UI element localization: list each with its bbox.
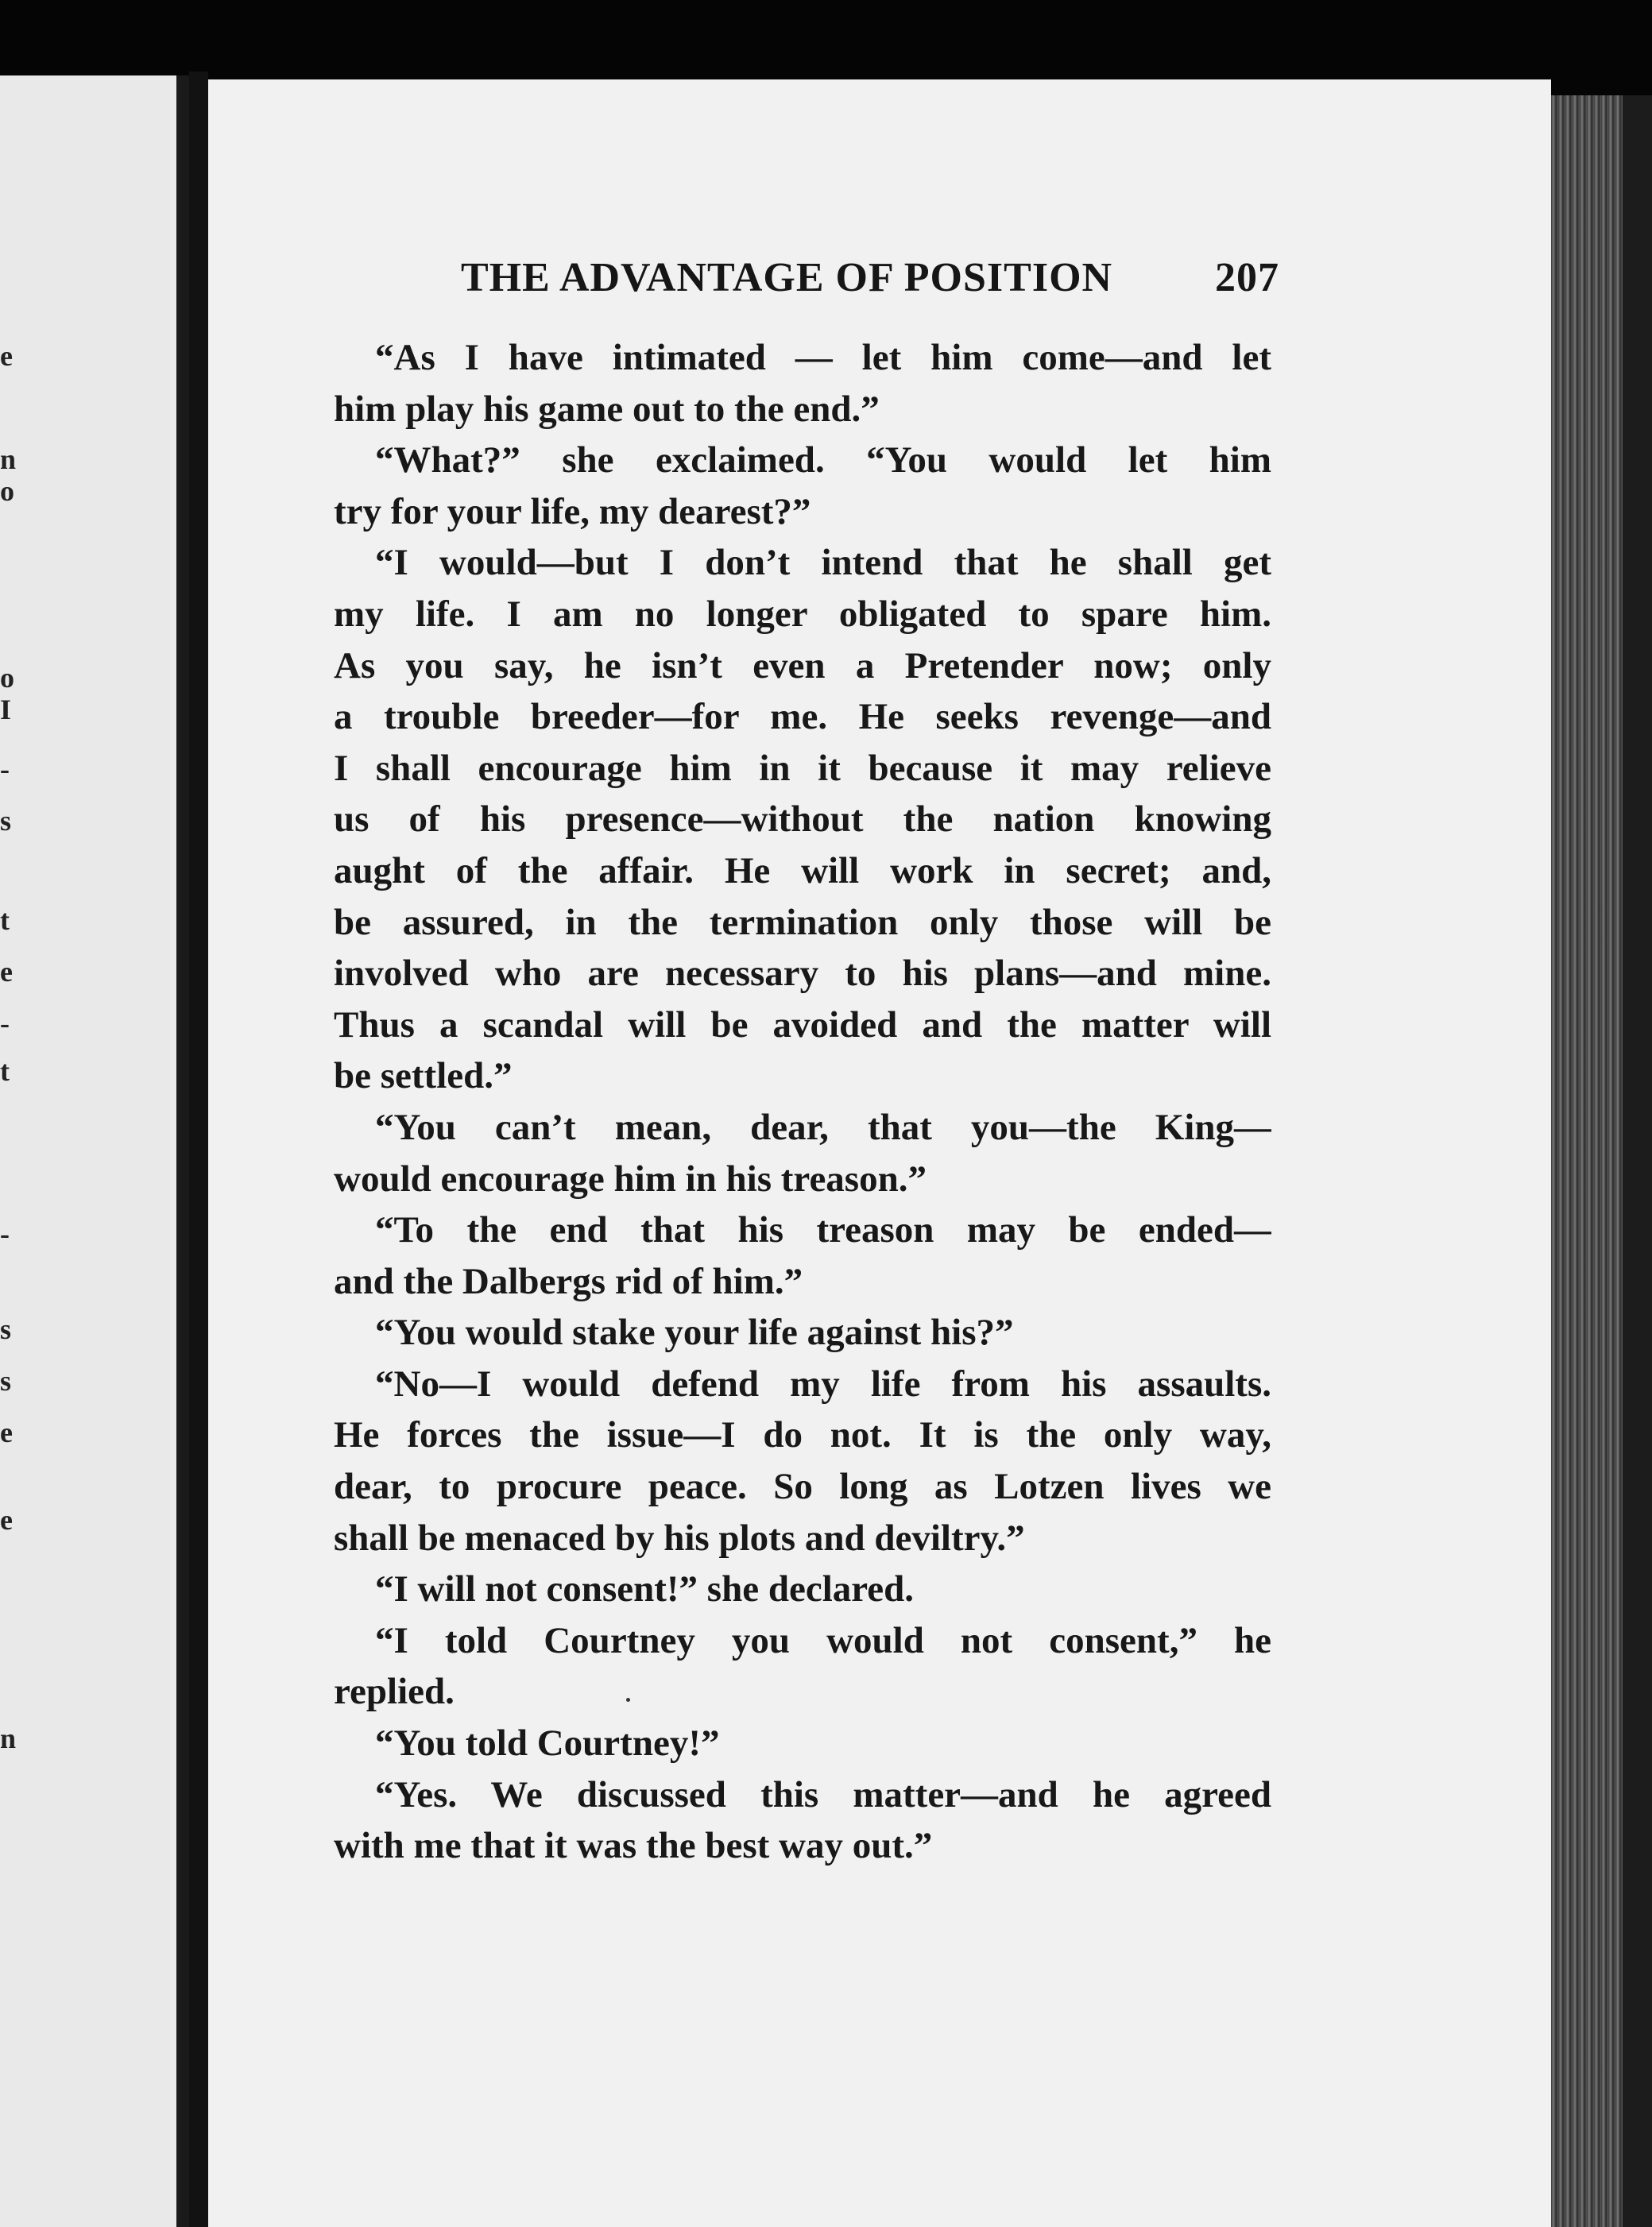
text-line: He forces the issue—I do not. It is the only way, bbox=[334, 1414, 1271, 1456]
text-line: As you say, he isn’t even a Pretender now; only bbox=[334, 644, 1271, 686]
text-line: “What?” she exclaimed. “You would let him bbox=[375, 439, 1271, 481]
text-line: with me that it was the best way out.” bbox=[334, 1825, 933, 1867]
text-line: “As I have intimated — let him come—and let bbox=[375, 337, 1271, 378]
text-line: “To the end that his treason may be ended— bbox=[375, 1209, 1271, 1251]
text-line: and the Dalbergs rid of him.” bbox=[334, 1260, 803, 1302]
facing-page-fragment: s bbox=[0, 1365, 12, 1397]
page-edges bbox=[1551, 95, 1623, 2227]
facing-page-fragment: - bbox=[0, 1218, 10, 1250]
running-head-title: THE ADVANTAGE OF POSITION bbox=[461, 255, 1113, 300]
text-line: Thus a scandal will be avoided and the matter will bbox=[334, 1003, 1271, 1046]
text-line: “You would stake your life against his?” bbox=[375, 1312, 1014, 1354]
facing-page-fragment: s bbox=[0, 1313, 12, 1345]
text-line: “I would—but I don’t intend that he shall get bbox=[375, 542, 1271, 584]
facing-page-fragment: t bbox=[0, 904, 10, 936]
text-line: us of his presence—without the nation knowing bbox=[334, 798, 1271, 841]
text-line: “Yes. We discussed this matter—and he agreed bbox=[375, 1773, 1271, 1815]
text-line: “You told Courtney!” bbox=[375, 1722, 720, 1765]
text-line: be settled.” bbox=[334, 1055, 513, 1097]
text-line: “No—I would defend my life from his assaults. bbox=[375, 1363, 1271, 1405]
text-line: involved who are necessary to his plans—and mine. bbox=[334, 953, 1271, 995]
facing-page bbox=[0, 75, 189, 2227]
facing-page-fragment: e bbox=[0, 1504, 13, 1536]
text-line: I shall encourage him in it because it may relieve bbox=[334, 747, 1271, 789]
book-gutter bbox=[189, 72, 208, 2227]
facing-page-fragment: n bbox=[0, 1722, 17, 1754]
facing-page-fragment: e bbox=[0, 1417, 13, 1448]
text-line: a trouble breeder—for me. He seeks revenge—and bbox=[334, 696, 1271, 738]
facing-page-fragment: t bbox=[0, 1055, 10, 1087]
print-speck bbox=[626, 1698, 630, 1702]
facing-page-fragment: - bbox=[0, 1007, 10, 1039]
facing-page-fragment: I bbox=[0, 694, 12, 725]
facing-page-fragment: n bbox=[0, 443, 17, 475]
facing-page-fragment: o bbox=[0, 662, 14, 694]
facing-page-fragment: o bbox=[0, 475, 14, 507]
facing-page-fragment: - bbox=[0, 753, 10, 785]
text-line: be assured, in the termination only those will be bbox=[334, 901, 1271, 943]
text-line: dear, to procure peace. So long as Lotzen lives we bbox=[334, 1466, 1271, 1508]
facing-page-fragment: e bbox=[0, 956, 13, 988]
text-line: try for your life, my dearest?” bbox=[334, 490, 811, 532]
book-cover-edge bbox=[1623, 95, 1652, 2227]
text-line: “I will not consent!” she declared. bbox=[375, 1568, 915, 1610]
text-line: would encourage him in his treason.” bbox=[334, 1158, 927, 1200]
text-line: “I told Courtney you would not consent,” he bbox=[375, 1619, 1271, 1661]
facing-page-fragment: s bbox=[0, 805, 12, 837]
text-line: shall be menaced by his plots and deviltry.” bbox=[334, 1517, 1025, 1559]
text-line: him play his game out to the end.” bbox=[334, 388, 880, 430]
text-line: my life. I am no longer obligated to spare him. bbox=[334, 593, 1271, 635]
text-line: aught of the affair. He will work in secret; and, bbox=[334, 849, 1271, 891]
facing-page-fragment: e bbox=[0, 340, 13, 372]
page-number: 207 bbox=[1215, 255, 1279, 300]
text-line: “You can’t mean, dear, that you—the King— bbox=[375, 1106, 1271, 1148]
text-line: replied. bbox=[334, 1671, 455, 1713]
body-text bbox=[334, 332, 1271, 1872]
running-head bbox=[461, 254, 1279, 310]
